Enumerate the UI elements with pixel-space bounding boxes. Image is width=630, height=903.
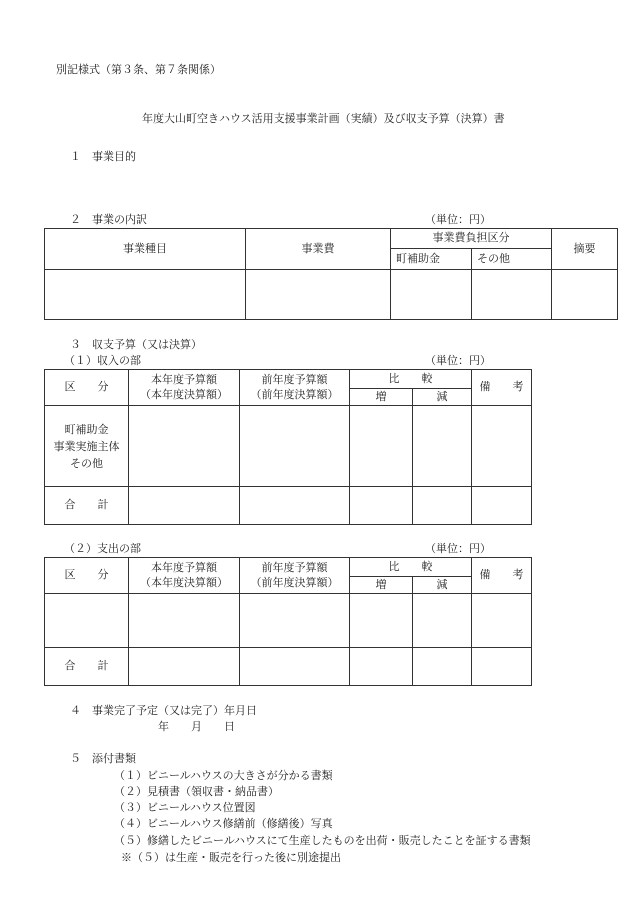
table-row [45,270,618,320]
table-row [45,487,532,525]
current-budget-label: 本年度予算額 [151,372,217,386]
cell-decrease[interactable] [413,406,472,487]
cell-total-increase[interactable] [350,487,413,525]
income-total-label: 合 計 [45,487,129,525]
cell-total-previous[interactable] [240,648,350,686]
col-project-type: 事業種目 [45,229,246,270]
attachment-item: （２）見積書（領収書・納品書） [114,785,279,798]
attachment-item: （４）ビニールハウス修繕前（修繕後）写真 [114,817,333,830]
attachment-item: （１）ビニールハウスの大きさが分かる書類 [114,769,333,782]
cell-total-decrease[interactable] [413,487,472,525]
table-row [45,594,532,648]
previous-budget-label: 前年度予算額 [261,372,328,386]
table-row [45,648,532,686]
income-col-category: 区 分 [45,370,129,406]
cell-previous[interactable] [240,406,350,487]
cell-total-notes[interactable] [472,648,532,686]
cell-decrease[interactable] [413,594,472,648]
income-col-decrease: 減 [413,389,472,406]
expense-table [44,557,532,686]
cell-category[interactable] [45,594,129,648]
section-2-unit: （単位：円） [425,213,491,226]
section-3-heading: ３ 収支予算（又は決算） [70,338,202,351]
current-settlement-label: （本年度決算額） [140,575,228,589]
cell-previous[interactable] [240,594,350,648]
form-label: 別記様式（第３条、第７条関係） [56,63,221,76]
col-other: その他 [472,249,552,270]
income-item-implementing-body: 事業実施主体 [53,439,120,453]
section-4-heading: ４ 事業完了予定（又は完了）年月日 [70,704,257,717]
section-2-heading: ２ 事業の内訳 [70,213,147,226]
cell-current[interactable] [129,406,240,487]
cell-project-type[interactable] [45,270,246,320]
income-col-previous [240,370,350,406]
attachment-item: （５）修繕したビニールハウスにて生産したものを出荷・販売したことを証する書類 [114,834,531,847]
cell-total-decrease[interactable] [413,648,472,686]
current-budget-label: 本年度予算額 [151,560,217,574]
col-town-subsidy: 町補助金 [391,249,472,270]
income-col-current [129,370,240,406]
income-col-notes: 備 考 [472,370,532,406]
income-col-comparison: 比 較 [350,370,472,389]
cell-other[interactable] [472,270,552,320]
expense-col-category: 区 分 [45,558,129,594]
income-categories [45,406,129,487]
current-settlement-label: （本年度決算額） [140,387,228,401]
cell-total-previous[interactable] [240,487,350,525]
attachment-item: （３）ビニールハウス位置図 [114,801,256,814]
cell-increase[interactable] [350,406,413,487]
section-1-heading: １ 事業目的 [70,150,136,163]
document-title: 年度大山町空きハウス活用支援事業計画（実績）及び収支予算（決算）書 [142,112,505,125]
expense-col-decrease: 減 [413,577,472,594]
table-row [45,406,532,487]
expense-col-previous [240,558,350,594]
income-item-other: その他 [70,456,103,470]
cell-total-current[interactable] [129,487,240,525]
section-5-heading: ５ 添付書類 [70,752,136,765]
cell-project-cost[interactable] [246,270,391,320]
income-table [44,369,532,525]
cell-current[interactable] [129,594,240,648]
completion-date: 年 月 日 [158,720,235,733]
cell-notes[interactable] [472,594,532,648]
expense-col-comparison: 比 較 [350,558,472,577]
expense-heading: （２）支出の部 [64,542,141,555]
expense-col-current [129,558,240,594]
cell-total-current[interactable] [129,648,240,686]
expense-col-increase: 増 [350,577,413,594]
project-breakdown-table [44,228,618,320]
previous-budget-label: 前年度予算額 [261,560,328,574]
cell-town-subsidy[interactable] [391,270,472,320]
income-col-increase: 増 [350,389,413,406]
expense-total-label: 合 計 [45,648,129,686]
expense-unit: （単位：円） [425,542,491,555]
income-heading: （１）収入の部 [64,354,141,367]
previous-settlement-label: （前年度決算額） [250,575,339,589]
cell-increase[interactable] [350,594,413,648]
income-unit: （単位：円） [425,354,491,367]
col-project-cost: 事業費 [246,229,391,270]
col-remarks: 摘要 [552,229,618,270]
cell-total-notes[interactable] [472,487,532,525]
previous-settlement-label: （前年度決算額） [250,387,339,401]
cell-notes[interactable] [472,406,532,487]
cell-total-increase[interactable] [350,648,413,686]
expense-col-notes: 備 考 [472,558,532,594]
col-cost-burden: 事業費負担区分 [391,229,552,249]
cell-remarks[interactable] [552,270,618,320]
income-item-town-subsidy: 町補助金 [64,422,109,436]
attachment-note: ※（５）は生産・販売を行った後に別途提出 [121,851,341,864]
